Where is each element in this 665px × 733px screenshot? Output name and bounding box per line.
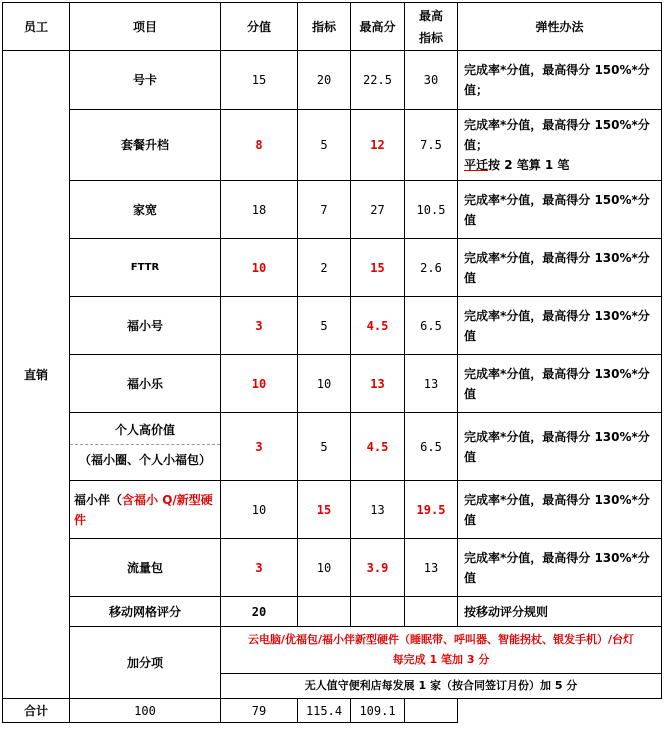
item-name: 福小号 xyxy=(70,297,221,355)
table-row xyxy=(3,297,662,355)
max-score-value: 4.5 xyxy=(351,297,405,355)
item-name: 家宽 xyxy=(70,181,221,239)
score-value: 3 xyxy=(221,297,298,355)
total-max-target: 109.1 xyxy=(351,699,405,723)
max-score-value: 15 xyxy=(351,239,405,297)
score-value: 8 xyxy=(221,110,298,181)
bonus-rule-hardware xyxy=(221,627,662,674)
score-value: 10 xyxy=(221,481,298,539)
method-text: 完成率*分值，最高得分 130%*分值 xyxy=(458,539,662,597)
score-value: 15 xyxy=(221,51,298,110)
target-value: 2 xyxy=(298,239,351,297)
header-max-target xyxy=(405,3,458,51)
total-row xyxy=(3,699,662,723)
item-name-red: 含福小 Q/新型硬件 xyxy=(74,492,213,527)
max-target-value: 7.5 xyxy=(405,110,458,181)
max-score-value: 13 xyxy=(351,355,405,413)
header-max-score: 最高分 xyxy=(351,3,405,51)
score-value: 18 xyxy=(221,181,298,239)
employee-group: 直销 xyxy=(3,51,70,699)
score-value: 3 xyxy=(221,413,298,481)
item-name-prefix: 福小伴（ xyxy=(74,492,123,507)
total-score: 100 xyxy=(70,699,221,723)
max-target-value: 10.5 xyxy=(405,181,458,239)
max-target-value: 6.5 xyxy=(405,413,458,481)
item-name: 号卡 xyxy=(70,51,221,110)
max-target-value: 2.6 xyxy=(405,239,458,297)
max-score-value: 3.9 xyxy=(351,539,405,597)
method-text xyxy=(458,110,662,181)
method-text: 完成率*分值，最高得分 150%*分值 xyxy=(458,181,662,239)
score-value: 3 xyxy=(221,539,298,597)
item-name xyxy=(70,481,221,539)
score-value: 10 xyxy=(221,355,298,413)
bonus-item: 加分项 xyxy=(70,627,221,699)
header-max-target-line2: 指标 xyxy=(418,30,443,45)
table-row xyxy=(3,239,662,297)
method-line1: 完成率*分值，最高得分 150%*分值； xyxy=(464,118,650,152)
mobile-grid-method: 按移动评分规则 xyxy=(458,597,662,627)
bonus-row xyxy=(3,627,662,674)
max-score-value: 13 xyxy=(351,481,405,539)
bonus-line3: 无人值守便利店每发展 1 家（按合同签订月份）加 5 分 xyxy=(221,674,662,699)
header-flex-method: 弹性办法 xyxy=(458,3,662,51)
header-row xyxy=(3,3,662,51)
bonus-line2: 每完成 1 笔加 3 分 xyxy=(392,653,490,666)
target-value: 10 xyxy=(298,539,351,597)
max-score-value: 27 xyxy=(351,181,405,239)
method-text: 完成率*分值，最高得分 130%*分值 xyxy=(458,355,662,413)
bonus-line1: 云电脑/优福包/福小伴新型硬件（睡眠带、呼叫器、智能拐杖、银发手机）/台灯 xyxy=(247,633,635,646)
header-max-target-line1: 最高 xyxy=(418,8,443,23)
method-text: 完成率*分值，最高得分 130%*分值 xyxy=(458,297,662,355)
header-score: 分值 xyxy=(221,3,298,51)
total-item: 合计 xyxy=(3,699,70,723)
max-score-value: 12 xyxy=(351,110,405,181)
mobile-grid-row xyxy=(3,597,662,627)
method-line2 xyxy=(464,155,657,175)
item-name-line1: 个人高价值 xyxy=(70,417,220,445)
method-text: 完成率*分值，最高得分 130%*分值 xyxy=(458,239,662,297)
max-target-value: 13 xyxy=(405,539,458,597)
total-method-empty xyxy=(405,699,458,723)
item-name: 流量包 xyxy=(70,539,221,597)
table-row xyxy=(3,110,662,181)
mobile-grid-item: 移动网格评分 xyxy=(70,597,221,627)
header-item: 项目 xyxy=(70,3,221,51)
target-value: 5 xyxy=(298,297,351,355)
target-value: 7 xyxy=(298,181,351,239)
score-value: 10 xyxy=(221,239,298,297)
method-text: 完成率*分值，最高得分 130%*分值 xyxy=(458,481,662,539)
method-text: 完成率*分值，最高得分 150%*分值； xyxy=(458,51,662,110)
method-line2-rest: 按 2 笔算 1 笔 xyxy=(488,158,570,172)
max-target-value: 19.5 xyxy=(405,481,458,539)
mobile-grid-score: 20 xyxy=(221,597,298,627)
mobile-grid-max-score-empty xyxy=(351,597,405,627)
item-name-line2: （福小圈、个人小福包） xyxy=(78,453,211,467)
method-line2-underlined: 平迁 xyxy=(464,158,489,172)
item-name: FTTR xyxy=(70,239,221,297)
method-text: 完成率*分值，最高得分 130%*分值 xyxy=(458,413,662,481)
table-row xyxy=(3,181,662,239)
total-max-score: 115.4 xyxy=(298,699,351,723)
item-name: 福小乐 xyxy=(70,355,221,413)
item-name xyxy=(70,413,221,481)
total-target: 79 xyxy=(221,699,298,723)
target-value: 5 xyxy=(298,413,351,481)
max-target-value: 6.5 xyxy=(405,297,458,355)
target-value: 10 xyxy=(298,355,351,413)
header-target: 指标 xyxy=(298,3,351,51)
table-row xyxy=(3,355,662,413)
mobile-grid-target-empty xyxy=(298,597,351,627)
target-value: 20 xyxy=(298,51,351,110)
table-row xyxy=(3,51,662,110)
table-row xyxy=(3,481,662,539)
header-employee: 员工 xyxy=(3,3,70,51)
target-value: 15 xyxy=(298,481,351,539)
max-score-value: 22.5 xyxy=(351,51,405,110)
item-name: 套餐升档 xyxy=(70,110,221,181)
target-value: 5 xyxy=(298,110,351,181)
max-target-value: 30 xyxy=(405,51,458,110)
table-row xyxy=(3,539,662,597)
max-target-value: 13 xyxy=(405,355,458,413)
table-row xyxy=(3,413,662,481)
max-score-value: 4.5 xyxy=(351,413,405,481)
mobile-grid-max-target-empty xyxy=(405,597,458,627)
score-table xyxy=(2,2,662,723)
